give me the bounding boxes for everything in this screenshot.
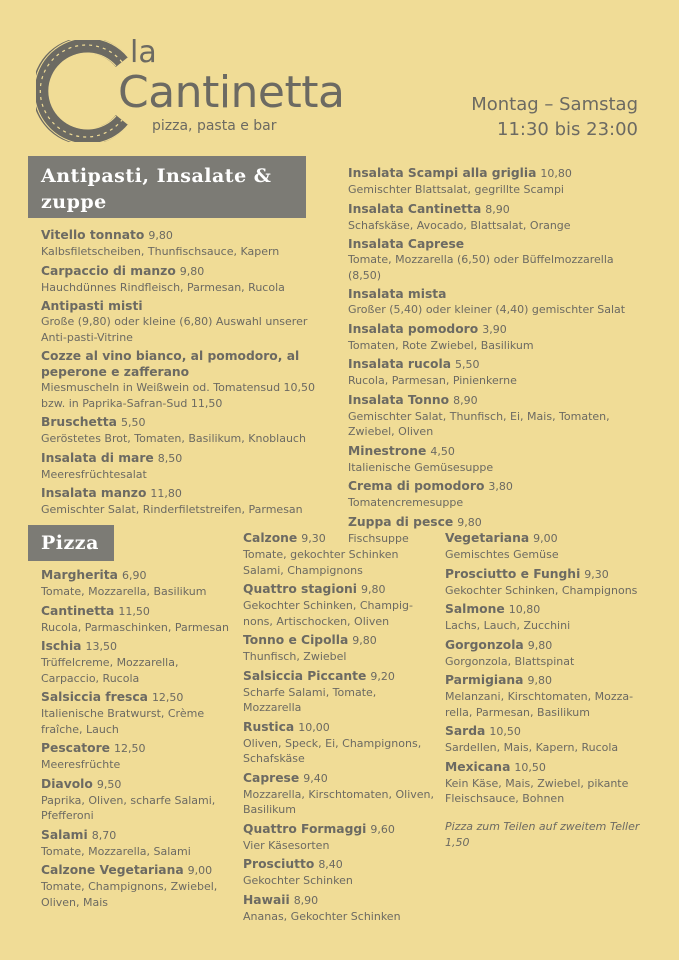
menu-item-description: Rucola, Parmaschinken, Parmesan xyxy=(41,620,229,634)
menu-item xyxy=(243,668,438,716)
menu-item-title xyxy=(243,668,438,685)
menu-item-title xyxy=(243,892,438,909)
menu-item xyxy=(243,632,438,665)
menu-item xyxy=(445,601,641,634)
menu-item-price: 3,90 xyxy=(482,322,507,336)
menu-item-title xyxy=(243,530,438,547)
menu-item-title xyxy=(348,165,644,182)
menu-item xyxy=(41,689,236,737)
menu-item-price: 13,50 xyxy=(85,640,117,653)
menu-item-price: 9,00 xyxy=(187,864,213,877)
menu-item-name: Gorgonzola xyxy=(445,637,524,652)
menu-item-description: Italienische Bratwurst, Crème fraîche, Lauch xyxy=(41,707,205,736)
menu-item-title xyxy=(41,827,236,844)
menu-item-title xyxy=(445,530,641,547)
menu-item-name: Minestrone xyxy=(348,443,427,458)
menu-item xyxy=(348,286,644,318)
menu-item-price: 6,90 xyxy=(121,569,147,582)
menu-item-price: 8,90 xyxy=(453,393,478,407)
menu-item-price: 3,80 xyxy=(488,480,513,493)
menu-item-name: Insalata rucola xyxy=(348,357,451,371)
menu-item-name: Antipasti misti xyxy=(41,299,143,313)
menu-item xyxy=(41,827,236,860)
menu-item-title xyxy=(41,567,236,584)
opening-days: Montag – Samstag xyxy=(471,94,638,115)
section-banner-pizza xyxy=(28,525,114,561)
menu-item-price: 9,80 xyxy=(361,583,386,596)
menu-item xyxy=(41,638,236,686)
menu-item xyxy=(348,443,644,476)
menu-item xyxy=(348,321,644,354)
menu-item-price: 12,50 xyxy=(151,691,184,704)
menu-item-name: Insalata pomodoro xyxy=(348,321,479,336)
menu-item-name: Caprese xyxy=(243,770,300,785)
menu-item xyxy=(41,740,236,773)
menu-item xyxy=(41,450,331,483)
menu-item-title xyxy=(348,356,644,373)
menu-item-name: Insalata Caprese xyxy=(348,237,465,251)
menu-item-description: Tomate, Mozzarella (6,50) oder Büffelmozzarella (8,50) xyxy=(348,253,614,282)
menu-item-name: Insalata di mare xyxy=(41,450,154,465)
menu-item-name: Margherita xyxy=(41,568,118,582)
section-title-pizza: Pizza xyxy=(41,532,99,554)
section-title-antipasti-line1: Antipasti, Insalate & xyxy=(41,165,272,187)
menu-item-name: Prosciutto xyxy=(243,857,315,871)
menu-item-title xyxy=(243,856,438,873)
menu-item-description: Sardellen, Mais, Kapern, Rucola xyxy=(445,741,619,754)
menu-item-description: Tomate, gekochter Schinken Salami, Champignons xyxy=(243,548,399,577)
menu-item-description: Tomate, Mozzarella, Basilikum xyxy=(41,585,207,598)
menu-item-name: Quattro stagioni xyxy=(243,582,357,596)
menu-item xyxy=(445,530,641,563)
menu-item-name: Bruschetta xyxy=(41,415,117,429)
pizza-list-col3 xyxy=(445,530,641,851)
menu-item-description: Gekochter Schinken, Champignons xyxy=(445,583,638,597)
menu-item-title xyxy=(41,862,236,879)
menu-item xyxy=(445,759,641,807)
menu-item-description: Oliven, Speck, Ei, Champignons, Schafskäse xyxy=(243,736,422,765)
menu-item-description: Thunfisch, Zwiebel xyxy=(243,650,347,663)
pizza-list-col2 xyxy=(243,530,438,927)
antipasti-list-left xyxy=(41,227,331,521)
menu-item-title xyxy=(41,485,331,502)
menu-item-price: 11,80 xyxy=(150,487,182,500)
menu-item-description: Scharfe Salami, Tomate, Mozzarella xyxy=(243,685,377,714)
menu-item-title xyxy=(348,321,644,338)
menu-item-price: 8,50 xyxy=(157,451,183,465)
menu-item-price: 9,60 xyxy=(370,822,395,836)
menu-item xyxy=(41,485,331,518)
logo-name-text: Cantinetta xyxy=(118,67,345,118)
menu-item-price: 9,80 xyxy=(457,515,482,529)
menu-item xyxy=(243,770,438,818)
menu-item xyxy=(348,392,644,440)
menu-item-price: 10,50 xyxy=(489,725,521,738)
menu-item-name: Tonno e Cipolla xyxy=(243,633,349,647)
menu-item-title xyxy=(41,298,331,314)
menu-item-description: Tomate, Champignons, Zwiebel, Oliven, Mais xyxy=(41,880,218,909)
menu-item-name: Insalata Cantinetta xyxy=(348,201,482,216)
menu-item-name: Insalata mista xyxy=(348,287,447,301)
menu-item-price: 9,30 xyxy=(301,532,326,545)
menu-item-description: Mozzarella, Kirschtomaten, Oliven, Basilikum xyxy=(243,787,435,816)
menu-item-description: Große (9,80) oder kleine (6,80) Auswahl unserer Anti-pasti-Vitrine xyxy=(41,315,308,344)
menu-item-name: Salsiccia fresca xyxy=(41,690,148,704)
menu-item xyxy=(243,530,438,578)
menu-item-name: Salmone xyxy=(445,602,505,616)
menu-item-description: Fischsuppe xyxy=(348,531,409,545)
menu-item-price: 8,40 xyxy=(318,858,343,871)
menu-item-title xyxy=(348,286,644,302)
menu-item xyxy=(41,603,236,636)
menu-item-price: 9,80 xyxy=(179,264,205,278)
menu-item-name: Prosciutto e Funghi xyxy=(445,566,581,581)
pizza-list-col1 xyxy=(41,567,236,913)
menu-item xyxy=(445,672,641,720)
menu-item-price: 12,50 xyxy=(114,742,146,755)
menu-item-title xyxy=(445,759,641,776)
menu-item-name: Cantinetta xyxy=(41,603,115,618)
logo-tagline: pizza, pasta e bar xyxy=(152,118,277,134)
menu-item xyxy=(41,776,236,824)
menu-item-name: Vitello tonnato xyxy=(41,228,145,242)
menu-item-description: Melanzani, Kirschtomaten, Mozza-rella, Parmesan, Basilikum xyxy=(445,690,634,719)
menu-item-description: Trüffelcreme, Mozzarella, Carpaccio, Rucola xyxy=(41,656,179,685)
menu-item-title xyxy=(348,514,644,531)
menu-item-title xyxy=(41,450,331,467)
menu-item-description: Gemischter Salat, Thunfisch, Ei, Mais, Tomaten, Zwiebel, Oliven xyxy=(348,409,610,438)
logo-la-text: la xyxy=(130,35,157,70)
menu-item xyxy=(348,236,644,283)
menu-item xyxy=(348,165,644,198)
menu-item-description: Meeresfrüchte xyxy=(41,758,121,771)
menu-item-title xyxy=(41,263,331,280)
menu-item-name: Cozze al vino bianco, al pomodoro, al peperone e zafferano xyxy=(41,349,300,379)
menu-item-price: 8,90 xyxy=(485,202,510,216)
menu-item-price: 10,80 xyxy=(508,603,541,616)
menu-item-price: 10,50 xyxy=(514,760,546,774)
menu-item-description: Hauchdünnes Rindfleisch, Parmesan, Rucola xyxy=(41,280,285,294)
menu-item-name: Diavolo xyxy=(41,776,93,791)
menu-item-title xyxy=(348,392,644,409)
menu-item xyxy=(243,581,438,629)
menu-item-title xyxy=(243,821,438,838)
menu-item-description: Lachs, Lauch, Zucchini xyxy=(445,619,571,632)
menu-item-title xyxy=(41,603,236,620)
menu-item-price: 9,50 xyxy=(96,777,122,791)
menu-item-description: Paprika, Oliven, scharfe Salami, Pfefferoni xyxy=(41,793,216,822)
menu-item-name: Carpaccio di manzo xyxy=(41,263,176,278)
menu-item-price: 10,00 xyxy=(298,720,330,734)
menu-item-name: Salami xyxy=(41,827,88,842)
menu-item-price: 9,20 xyxy=(370,669,395,683)
menu-item-description: Großer (5,40) oder kleiner (4,40) gemischter Salat xyxy=(348,303,626,316)
menu-item-price: 9,80 xyxy=(527,638,553,652)
menu-item-name: Calzone xyxy=(243,531,298,545)
menu-item-name: Pescatore xyxy=(41,741,110,755)
menu-item xyxy=(243,821,438,854)
menu-item-price: 5,50 xyxy=(120,416,146,429)
menu-item-description: Gemischter Salat, Rinderfiletstreifen, Parmesan xyxy=(41,503,303,516)
opening-hours xyxy=(471,92,638,142)
menu-item-title xyxy=(445,566,641,583)
menu-item-price: 9,80 xyxy=(352,634,377,647)
menu-item xyxy=(243,892,438,925)
menu-item xyxy=(41,567,236,600)
menu-item-price: 9,80 xyxy=(527,674,552,687)
menu-item-name: Insalata Tonno xyxy=(348,392,450,407)
menu-item-name: Zuppa di pesce xyxy=(348,514,454,529)
section-title-antipasti-line2: zuppe xyxy=(41,191,107,213)
menu-item-title xyxy=(243,632,438,649)
menu-item-name: Mexicana xyxy=(445,759,511,774)
menu-item-title xyxy=(41,689,236,706)
menu-item-description: Gekochter Schinken, Champig-nons, Artischocken, Oliven xyxy=(243,599,413,628)
menu-item-title xyxy=(445,723,641,740)
menu-item-title xyxy=(348,443,644,460)
menu-item xyxy=(41,414,331,447)
menu-item-description: Kein Käse, Mais, Zwiebel, pikante Fleischsauce, Bohnen xyxy=(445,776,629,805)
menu-item-description: Miesmuscheln in Weißwein od. Tomatensud 10,50 bzw. in Paprika-Safran-Sud 11,50 xyxy=(41,381,316,410)
menu-item-description: Tomatencremesuppe xyxy=(348,496,464,509)
menu-item-title xyxy=(348,236,644,252)
menu-item-price: 8,70 xyxy=(91,828,117,842)
menu-item-title xyxy=(243,581,438,598)
menu-item-name: Calzone Vegetariana xyxy=(41,863,184,877)
menu-item xyxy=(348,356,644,389)
menu-item-description: Schafskäse, Avocado, Blattsalat, Orange xyxy=(348,218,571,232)
menu-item-description: Tomate, Mozzarella, Salami xyxy=(41,844,191,858)
menu-item xyxy=(41,348,331,411)
menu-item-name: Rustica xyxy=(243,719,295,734)
menu-item-name: Salsiccia Piccante xyxy=(243,668,367,683)
menu-item-description: Rucola, Parmesan, Pinienkerne xyxy=(348,374,517,387)
menu-item-description: Geröstetes Brot, Tomaten, Basilikum, Knoblauch xyxy=(41,432,306,445)
menu-item-title xyxy=(243,719,438,736)
menu-item xyxy=(243,719,438,767)
section-banner-antipasti xyxy=(28,156,306,218)
menu-item xyxy=(348,201,644,234)
menu-item-name: Sarda xyxy=(445,724,486,738)
pizza-sharing-note: Pizza zum Teilen auf zweitem Teller 1,50 xyxy=(445,819,640,849)
menu-item-description: Gemischtes Gemüse xyxy=(445,548,559,561)
menu-item-description: Kalbsfiletscheiben, Thunfischsauce, Kapern xyxy=(41,245,280,258)
menu-item-description: Gekochter Schinken xyxy=(243,874,353,887)
menu-item-name: Crema di pomodoro xyxy=(348,479,485,493)
menu-item xyxy=(41,263,331,296)
menu-item-title xyxy=(41,414,331,431)
menu-item-name: Vegetariana xyxy=(445,531,530,545)
menu-item-name: Insalata manzo xyxy=(41,486,147,500)
antipasti-list-right xyxy=(348,165,644,549)
menu-item-price: 9,30 xyxy=(584,567,609,581)
menu-item xyxy=(445,637,641,670)
menu-item-name: Quattro Formaggi xyxy=(243,821,367,836)
menu-item-description: Vier Käsesorten xyxy=(243,838,330,852)
menu-item-title xyxy=(41,348,331,380)
menu-item-description: Gemischter Blattsalat, gegrillte Scampi xyxy=(348,183,564,196)
menu-item xyxy=(41,227,331,260)
menu-item xyxy=(445,723,641,756)
menu-item-title xyxy=(445,601,641,618)
menu-item-title xyxy=(348,478,644,495)
menu-item-description: Gorgonzola, Blattspinat xyxy=(445,654,575,668)
menu-item-price: 9,00 xyxy=(533,532,558,545)
menu-item-description: Italienische Gemüsesuppe xyxy=(348,460,494,474)
menu-item-price: 9,40 xyxy=(303,771,328,785)
menu-item xyxy=(445,566,641,599)
menu-item-price: 10,80 xyxy=(540,167,572,180)
menu-item-title xyxy=(41,776,236,793)
brand-logo xyxy=(36,35,345,140)
menu-item-title xyxy=(445,672,641,689)
menu-item-description: Ananas, Gekochter Schinken xyxy=(243,909,401,923)
menu-item-title xyxy=(445,637,641,654)
menu-item-description: Tomaten, Rote Zwiebel, Basilikum xyxy=(348,338,534,352)
menu-item xyxy=(41,298,331,345)
menu-item-title xyxy=(41,740,236,757)
menu-item-name: Ischia xyxy=(41,639,82,653)
menu-item-price: 9,80 xyxy=(148,229,173,242)
menu-item-title xyxy=(348,201,644,218)
opening-time: 11:30 bis 23:00 xyxy=(497,119,638,140)
menu-item-description: Meeresfrüchtesalat xyxy=(41,467,147,481)
menu-item-name: Parmigiana xyxy=(445,673,524,687)
menu-item-title xyxy=(243,770,438,787)
menu-item-title xyxy=(41,638,236,655)
menu-item-name: Hawaii xyxy=(243,892,290,907)
menu-item xyxy=(41,862,236,910)
menu-item-title xyxy=(41,227,331,244)
menu-item xyxy=(348,478,644,511)
menu-item xyxy=(243,856,438,889)
menu-item-price: 4,50 xyxy=(430,444,455,458)
menu-item-price: 8,90 xyxy=(293,893,319,907)
menu-item-name: Insalata Scampi alla griglia xyxy=(348,166,537,180)
menu-item-price: 11,50 xyxy=(118,604,150,618)
menu-item-price: 5,50 xyxy=(455,358,480,371)
